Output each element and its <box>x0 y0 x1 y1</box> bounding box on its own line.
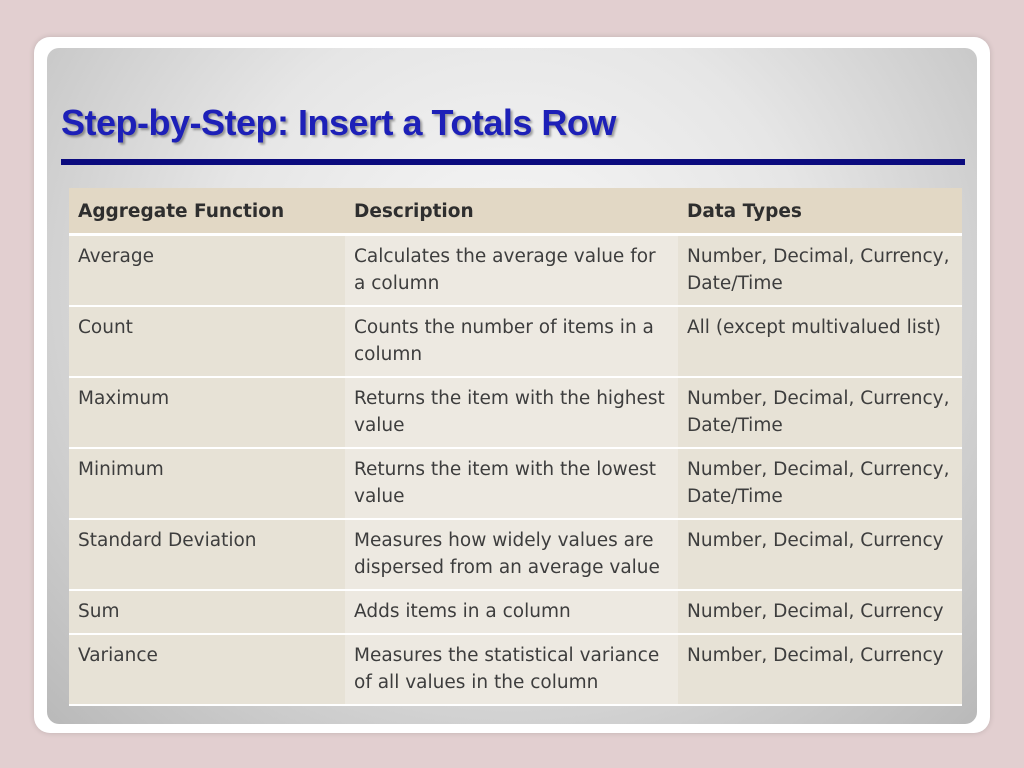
data-types-cell: Number, Decimal, Currency <box>678 634 962 705</box>
description-cell: Calculates the average value for a column <box>345 235 678 307</box>
table-row <box>69 634 962 705</box>
function-cell: Sum <box>69 590 345 634</box>
description-cell: Counts the number of items in a column <box>345 306 678 377</box>
function-cell: Count <box>69 306 345 377</box>
function-cell: Maximum <box>69 377 345 448</box>
table-row <box>69 235 962 307</box>
table-row <box>69 590 962 634</box>
table-header-row <box>69 188 962 235</box>
data-types-cell: Number, Decimal, Currency, Date/Time <box>678 448 962 519</box>
slide-title: Step-by-Step: Insert a Totals Row <box>61 102 616 143</box>
header-aggregate-function: Aggregate Function <box>69 188 345 235</box>
function-cell: Minimum <box>69 448 345 519</box>
header-data-types: Data Types <box>678 188 962 235</box>
table-row <box>69 377 962 448</box>
data-types-cell: Number, Decimal, Currency, Date/Time <box>678 235 962 307</box>
description-cell: Measures how widely values are dispersed from an average value <box>345 519 678 590</box>
table-row <box>69 519 962 590</box>
table-row <box>69 448 962 519</box>
data-types-cell: Number, Decimal, Currency, Date/Time <box>678 377 962 448</box>
data-types-cell: Number, Decimal, Currency <box>678 519 962 590</box>
description-cell: Returns the item with the lowest value <box>345 448 678 519</box>
table-row <box>69 306 962 377</box>
slide <box>47 48 977 724</box>
data-types-cell: All (except multivalued list) <box>678 306 962 377</box>
title-underline <box>61 159 965 165</box>
function-cell: Average <box>69 235 345 307</box>
description-cell: Returns the item with the highest value <box>345 377 678 448</box>
aggregate-functions-table <box>69 188 962 706</box>
header-description: Description <box>345 188 678 235</box>
function-cell: Variance <box>69 634 345 705</box>
data-types-cell: Number, Decimal, Currency <box>678 590 962 634</box>
description-cell: Adds items in a column <box>345 590 678 634</box>
function-cell: Standard Deviation <box>69 519 345 590</box>
description-cell: Measures the statistical variance of all values in the column <box>345 634 678 705</box>
